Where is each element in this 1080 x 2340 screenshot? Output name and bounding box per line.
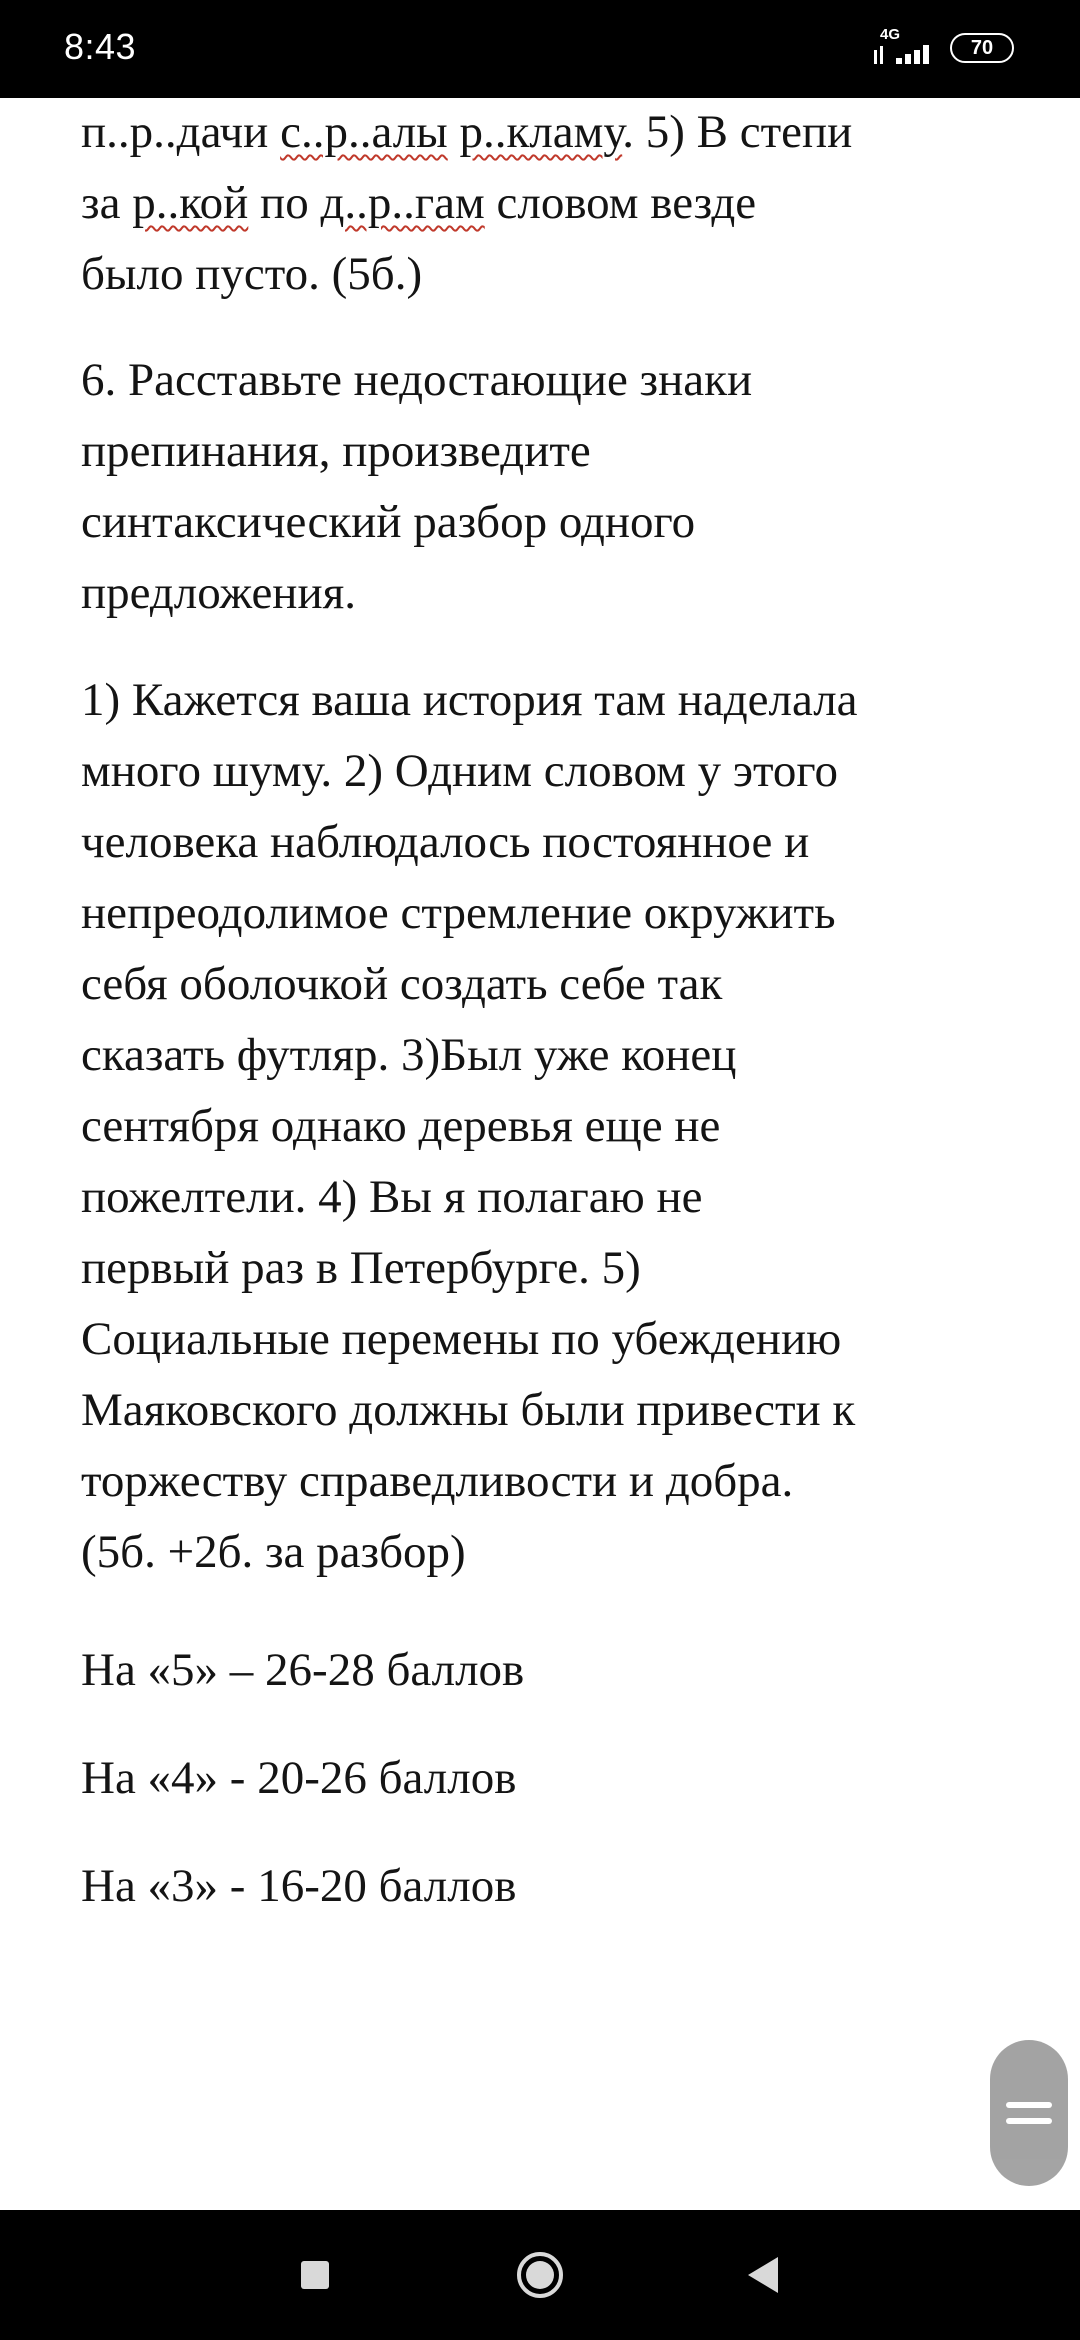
text-segment: Маяковского должны были привести к	[81, 1384, 856, 1436]
document-text-line	[81, 244, 422, 304]
text-segment: препинания, произведите	[81, 425, 591, 477]
text-segment: 6. Расставьте недостающие знаки	[81, 354, 753, 406]
text-segment: было пусто. (5б.)	[81, 248, 423, 300]
text-segment: словом везде	[484, 177, 757, 229]
text-segment	[448, 106, 460, 158]
document-text-line	[81, 102, 852, 162]
document-text-line	[81, 1096, 720, 1156]
battery-level: 70	[970, 37, 994, 59]
signal-bars-icon	[874, 44, 936, 66]
text-segment: сказать футляр. 3)Был уже конец	[81, 1029, 737, 1081]
text-segment: торжеству справедливости и добра.	[81, 1455, 794, 1507]
document-text-line	[81, 1167, 702, 1227]
text-segment: Социальные перемены по убеждению	[81, 1313, 842, 1365]
drag-lines-icon	[1006, 2118, 1052, 2124]
text-segment: . 5) В степи	[622, 106, 853, 158]
text-segment: 1) Кажется ваша история там наделала	[81, 674, 858, 726]
back-button[interactable]	[700, 2210, 830, 2340]
text-segment: пожелтели. 4) Вы я полагаю не	[81, 1171, 703, 1223]
triangle-back-icon	[700, 2210, 830, 2340]
document-text-line	[81, 1748, 516, 1808]
document-text-line	[81, 883, 836, 943]
text-segment: непреодолимое стремление окружить	[81, 887, 836, 939]
document-text-line	[81, 1380, 855, 1440]
document-text-line	[81, 812, 809, 872]
text-segment: себя оболочкой создать себе так	[81, 958, 723, 1010]
square-recent-apps-icon	[250, 2210, 380, 2340]
scroll-handle[interactable]	[990, 2040, 1068, 2186]
document-text-line	[81, 1856, 516, 1916]
document-text-line	[81, 670, 858, 730]
drag-lines-icon	[1006, 2102, 1052, 2108]
recent-apps-button[interactable]	[250, 2210, 380, 2340]
text-segment: человека наблюдалось постоянное и	[81, 816, 810, 868]
text-segment: На «5» – 26-28 баллов	[81, 1644, 525, 1696]
document-text-line	[81, 1640, 524, 1700]
text-segment: На «4» - 20-26 баллов	[81, 1752, 517, 1804]
spellcheck-word: р..кламу	[459, 106, 623, 158]
status-bar	[0, 0, 1080, 98]
network-type-label: 4G	[880, 26, 901, 43]
text-segment: (5б. +2б. за разбор)	[81, 1526, 466, 1578]
status-time: 8:43	[64, 26, 137, 67]
document-text-line	[81, 421, 591, 481]
text-segment: предложения.	[81, 567, 356, 619]
navigation-bar	[0, 2210, 1080, 2340]
document-text-line	[81, 1451, 793, 1511]
document-text-line	[81, 1025, 736, 1085]
circle-home-icon	[475, 2210, 605, 2340]
text-segment: синтаксический разбор одного	[81, 496, 696, 548]
text-segment: первый раз в Петербурге. 5)	[81, 1242, 641, 1294]
document-text-line	[81, 1309, 841, 1369]
spellcheck-word: д..р..гам	[320, 177, 485, 229]
battery-indicator	[950, 33, 1014, 63]
document-text-line	[81, 563, 356, 623]
text-segment: сентября однако деревья еще не	[81, 1100, 721, 1152]
document-text-line	[81, 954, 722, 1014]
document-text-line	[81, 173, 756, 233]
document-text-line	[81, 350, 752, 410]
home-button[interactable]	[475, 2210, 605, 2340]
text-segment: п..р..дачи	[81, 106, 281, 158]
document-text-line	[81, 741, 838, 801]
text-segment: по	[248, 177, 321, 229]
document-text-line	[81, 492, 695, 552]
text-segment: много шуму. 2) Одним словом у этого	[81, 745, 839, 797]
spellcheck-word: р..кой	[132, 177, 249, 229]
text-segment: за	[81, 177, 133, 229]
text-segment: На «3» - 16-20 баллов	[81, 1860, 517, 1912]
document-text-line	[81, 1522, 466, 1582]
document-text-line	[81, 1238, 641, 1298]
spellcheck-word: с..р..алы	[280, 106, 448, 158]
